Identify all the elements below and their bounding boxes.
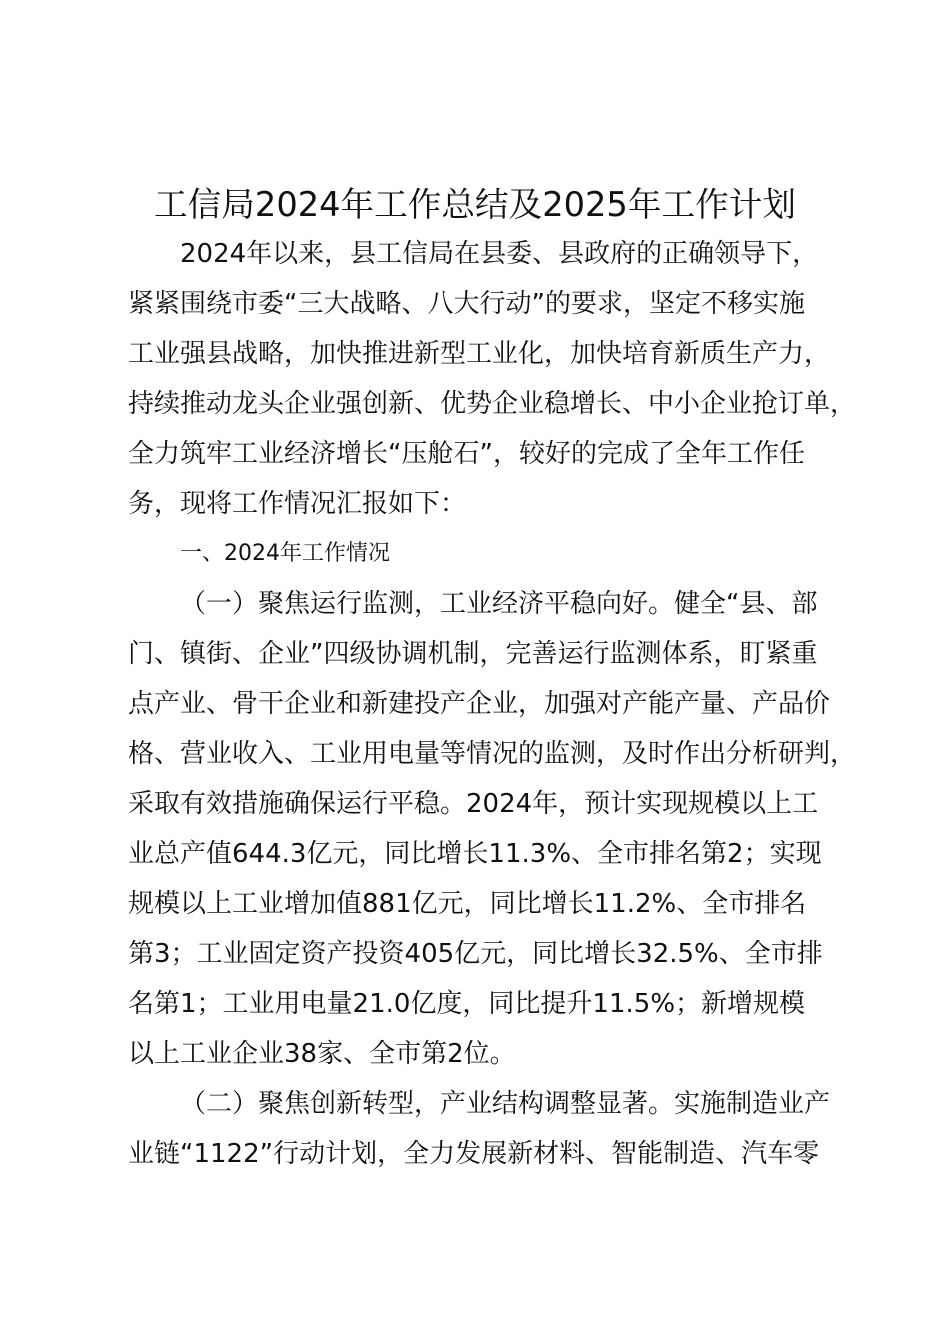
text-line: 第3；工业固定资产投资405亿元，同比增长32.5%、全市排	[128, 939, 823, 969]
text-line: 采取有效措施确保运行平稳。2024年，预计实现规模以上工	[128, 789, 819, 819]
text-line: 格、营业收入、工业用电量等情况的监测，及时作出分析研判，	[128, 739, 857, 769]
document-title: 工信局2024年工作总结及2025年工作计划	[154, 185, 796, 224]
text-line: 工业强县战略，加快推进新型工业化，加快培育新质生产力，	[128, 339, 831, 369]
text-line: 门、镇街、企业”四级协调机制，完善运行监测体系，盯紧重	[128, 639, 818, 669]
text-line: 规模以上工业增加值881亿元，同比增长11.2%、全市排名	[128, 889, 807, 919]
text-line: 以上工业企业38家、全市第2位。	[128, 1039, 516, 1069]
text-line: 业总产值644.3亿元，同比增长11.3%、全市排名第2；实现	[128, 839, 822, 869]
text-line: 务，现将工作情况汇报如下：	[128, 489, 467, 519]
text-line: 名第1；工业用电量21.0亿度，同比提升11.5%；新增规模	[128, 989, 806, 1019]
section-heading: 一、2024年工作情况	[180, 541, 390, 566]
text-line: 持续推动龙头企业强创新、优势企业稳增长、中小企业抢订单，	[128, 389, 857, 419]
text-line: 点产业、骨干企业和新建投产企业，加强对产能产量、产品价	[128, 689, 831, 719]
text-line: 业链“1122”行动计划，全力发展新材料、智能制造、汽车零	[128, 1139, 820, 1169]
text-line: 紧紧围绕市委“三大战略、八大行动”的要求，坚定不移实施	[128, 289, 805, 319]
text-line: （二）聚焦创新转型，产业结构调整显著。实施制造业产	[180, 1089, 831, 1119]
text-line: （一）聚焦运行监测，工业经济平稳向好。健全“县、部	[180, 589, 818, 619]
text-line: 全力筑牢工业经济增长“压舱石”，较好的完成了全年工作任	[128, 439, 805, 469]
text-line: 2024年以来，县工信局在县委、县政府的正确领导下，	[180, 239, 819, 269]
